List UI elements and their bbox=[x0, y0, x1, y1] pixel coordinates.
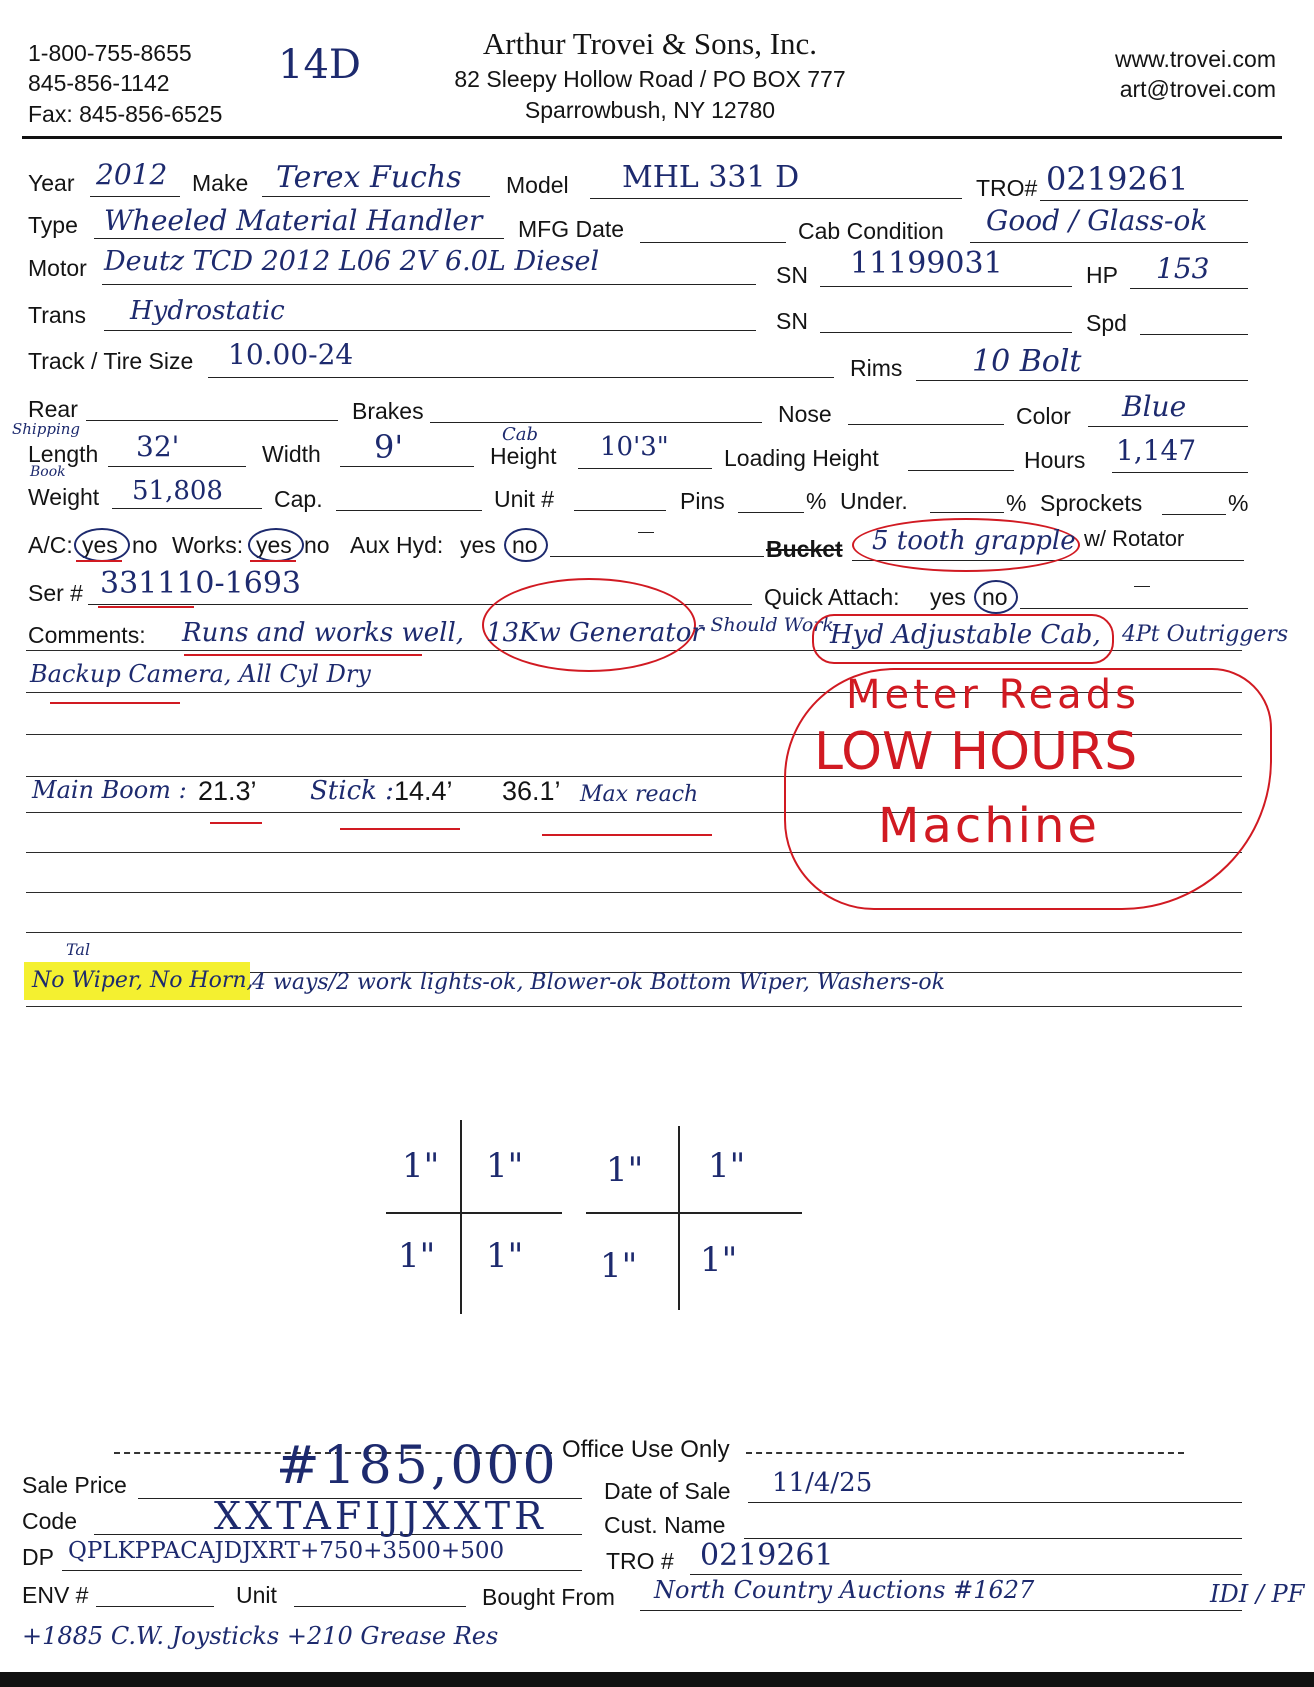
office-use-title: Office Use Only bbox=[562, 1436, 730, 1463]
weight-label: Weight bbox=[28, 484, 100, 510]
trans-value[interactable]: Hydrostatic bbox=[130, 296, 285, 326]
reach-value: 36.1’ bbox=[502, 776, 561, 806]
cab-condition-value[interactable]: Good / Glass-ok bbox=[986, 204, 1208, 237]
sale-price-label: Sale Price bbox=[22, 1472, 127, 1498]
year-value[interactable]: 2012 bbox=[96, 158, 168, 191]
sale-price-value[interactable]: #185,000 bbox=[276, 1436, 559, 1496]
comment-line-1d: Hyd Adjustable Cab, bbox=[830, 620, 1101, 650]
type-value[interactable]: Wheeled Material Handler bbox=[104, 204, 483, 237]
comment-line-2: Backup Camera, All Cyl Dry bbox=[30, 660, 371, 688]
make-value[interactable]: Terex Fuchs bbox=[276, 160, 462, 195]
nose-label: Nose bbox=[778, 401, 832, 427]
stick-value: 14.4’ bbox=[394, 776, 453, 806]
meter-note-line-3: Machine bbox=[878, 798, 1100, 854]
comments-label: Comments: bbox=[28, 622, 146, 648]
height-note: Cab bbox=[502, 424, 539, 445]
aux-hyd-no[interactable]: no bbox=[512, 532, 538, 558]
note-top: Tal bbox=[66, 940, 91, 959]
track-tire-label: Track / Tire Size bbox=[28, 348, 194, 374]
aux-hyd-yes[interactable]: yes bbox=[460, 532, 496, 558]
quick-attach-label: Quick Attach: bbox=[764, 584, 900, 610]
scan-edge bbox=[0, 1672, 1314, 1687]
bought-from-label: Bought From bbox=[482, 1584, 615, 1610]
ac-yes-circle bbox=[74, 528, 130, 562]
model-value[interactable]: MHL 331 D bbox=[622, 160, 800, 195]
code-value[interactable]: XXTAFIJJXXTR bbox=[214, 1494, 547, 1538]
cust-name-label: Cust. Name bbox=[604, 1512, 726, 1538]
height-value[interactable]: 10'3" bbox=[600, 432, 669, 462]
note-rest: 4 ways/2 work lights-ok, Blower-ok Bottom Wiper, Washers-ok bbox=[252, 970, 945, 995]
website-link[interactable]: www.trovei.com bbox=[1114, 46, 1276, 72]
bought-from-value[interactable]: North Country Auctions #1627 bbox=[654, 1576, 1035, 1604]
sketch-label-3: 1" bbox=[606, 1150, 644, 1190]
type-label: Type bbox=[28, 212, 78, 238]
cap-label: Cap. bbox=[274, 486, 323, 512]
hp-label: HP bbox=[1086, 262, 1118, 288]
weight-value[interactable]: 51,808 bbox=[132, 476, 223, 506]
date-of-sale-label: Date of Sale bbox=[604, 1478, 731, 1504]
comment-line-1a: Runs and works well, bbox=[182, 618, 465, 648]
sketch-label-8: 1" bbox=[700, 1240, 738, 1280]
ser-value[interactable]: 331110-1693 bbox=[100, 566, 302, 601]
trans-label: Trans bbox=[28, 302, 86, 328]
works-yes-circle bbox=[248, 528, 304, 562]
rims-value[interactable]: 10 Bolt bbox=[972, 344, 1082, 379]
sketch-label-7: 1" bbox=[600, 1246, 638, 1286]
comment-line-1e: 4Pt Outriggers bbox=[1122, 622, 1289, 647]
spd-label: Spd bbox=[1086, 310, 1127, 336]
cab-condition-label: Cab Condition bbox=[798, 218, 944, 244]
rear-label: Rear bbox=[28, 396, 78, 422]
email-link[interactable]: art@trovei.com bbox=[1119, 76, 1276, 102]
company-name: Arthur Trovei & Sons, Inc. bbox=[482, 26, 818, 61]
comment-line-1b: 13Kw Generator bbox=[486, 618, 704, 648]
dp-value[interactable]: QPLKPPACAJDJXRT+750+3500+500 bbox=[68, 1538, 505, 1564]
aux-hyd-no-circle bbox=[504, 528, 548, 562]
brakes-label: Brakes bbox=[352, 398, 424, 424]
sprockets-label: Sprockets bbox=[1040, 490, 1143, 516]
office-initials: IDI / PF bbox=[1210, 1580, 1305, 1608]
motor-sn-label: SN bbox=[776, 262, 808, 288]
sketch-label-2: 1" bbox=[486, 1146, 524, 1186]
pins-label: Pins bbox=[680, 488, 725, 514]
mfg-date-label: MFG Date bbox=[518, 216, 625, 242]
main-boom-label: Main Boom : bbox=[32, 776, 187, 804]
sprockets-pct: % bbox=[1228, 490, 1249, 516]
length-note: Shipping bbox=[12, 420, 80, 438]
pins-pct: % bbox=[806, 488, 827, 514]
width-value[interactable]: 9' bbox=[374, 428, 404, 466]
header-divider bbox=[22, 136, 1282, 139]
works-no[interactable]: no bbox=[304, 532, 330, 558]
office-tro-label: TRO # bbox=[606, 1548, 674, 1574]
note-highlighted: No Wiper, No Horn, bbox=[32, 968, 254, 993]
hours-label: Hours bbox=[1024, 447, 1086, 473]
sketch-label-1: 1" bbox=[402, 1146, 440, 1186]
motor-value[interactable]: Deutz TCD 2012 L06 2V 6.0L Diesel bbox=[104, 246, 600, 277]
comment-line-1c: - Should Work bbox=[698, 614, 834, 636]
motor-label: Motor bbox=[28, 255, 87, 281]
quick-attach-no[interactable]: no bbox=[982, 584, 1008, 610]
height-label: Height bbox=[490, 443, 557, 469]
fax: Fax: 845-856-6525 bbox=[28, 101, 223, 127]
sketch-label-5: 1" bbox=[398, 1236, 436, 1276]
dp-label: DP bbox=[22, 1544, 54, 1570]
stick-label: Stick : bbox=[310, 776, 394, 806]
rims-label: Rims bbox=[850, 355, 903, 381]
meter-note-line-2: LOW HOURS bbox=[814, 722, 1138, 782]
tro-label: TRO# bbox=[976, 175, 1038, 201]
phone-2: 845-856-1142 bbox=[28, 70, 170, 96]
width-label: Width bbox=[262, 441, 321, 467]
weight-note: Book bbox=[30, 464, 66, 480]
under-pct: % bbox=[1006, 490, 1027, 516]
tro-value[interactable]: 0219261 bbox=[1046, 160, 1189, 198]
ac-yes[interactable]: yes bbox=[82, 532, 118, 558]
works-label: Works: bbox=[172, 532, 244, 558]
reach-label: Max reach bbox=[580, 782, 699, 807]
hp-value[interactable]: 153 bbox=[1156, 252, 1210, 285]
motor-sn-value[interactable]: 11199031 bbox=[850, 246, 1003, 281]
model-label: Model bbox=[506, 172, 569, 198]
bucket-value[interactable]: 5 tooth grapple bbox=[872, 526, 1076, 556]
phone-1: 1-800-755-8655 bbox=[28, 40, 192, 66]
length-label: Length bbox=[28, 441, 99, 467]
env-label: ENV # bbox=[22, 1582, 89, 1608]
quick-attach-no-circle bbox=[974, 580, 1018, 614]
make-label: Make bbox=[192, 170, 249, 196]
quick-attach-yes[interactable]: yes bbox=[930, 584, 966, 610]
office-tro-value[interactable]: 0219261 bbox=[700, 1538, 834, 1573]
ac-label: A/C: bbox=[28, 532, 73, 558]
meter-note-line-1: Meter Reads bbox=[846, 672, 1140, 718]
footer-note: +1885 C.W. Joysticks +210 Grease Res bbox=[22, 1622, 499, 1650]
under-label: Under. bbox=[840, 488, 908, 514]
sketch-label-6: 1" bbox=[486, 1236, 524, 1276]
unit-no-label: Unit # bbox=[494, 486, 555, 512]
main-boom-value: 21.3’ bbox=[198, 776, 257, 806]
length-value[interactable]: 32' bbox=[136, 430, 180, 463]
ser-label: Ser # bbox=[28, 580, 83, 606]
unit-label: Unit bbox=[236, 1582, 277, 1608]
color-value[interactable]: Blue bbox=[1122, 390, 1187, 423]
company-address-1: 82 Sleepy Hollow Road / PO BOX 777 bbox=[454, 66, 846, 92]
ac-no[interactable]: no bbox=[132, 532, 158, 558]
company-address-2: Sparrowbush, NY 12780 bbox=[524, 97, 776, 123]
sketch-label-4: 1" bbox=[708, 1146, 746, 1186]
aux-hyd-label: Aux Hyd: bbox=[350, 532, 444, 558]
year-label: Year bbox=[28, 170, 75, 196]
handwritten-form-code: 14D bbox=[278, 42, 361, 88]
color-label: Color bbox=[1016, 403, 1071, 429]
works-yes[interactable]: yes bbox=[256, 532, 292, 558]
date-of-sale-value[interactable]: 11/4/25 bbox=[772, 1468, 873, 1498]
code-label: Code bbox=[22, 1508, 77, 1534]
bucket-extra: w/ Rotator bbox=[1084, 526, 1185, 551]
track-tire-value[interactable]: 10.00-24 bbox=[228, 338, 354, 371]
bucket-label: Bucket bbox=[766, 536, 843, 562]
loading-height-label: Loading Height bbox=[724, 445, 879, 471]
hours-value[interactable]: 1,147 bbox=[1116, 434, 1197, 467]
trans-sn-label: SN bbox=[776, 308, 808, 334]
